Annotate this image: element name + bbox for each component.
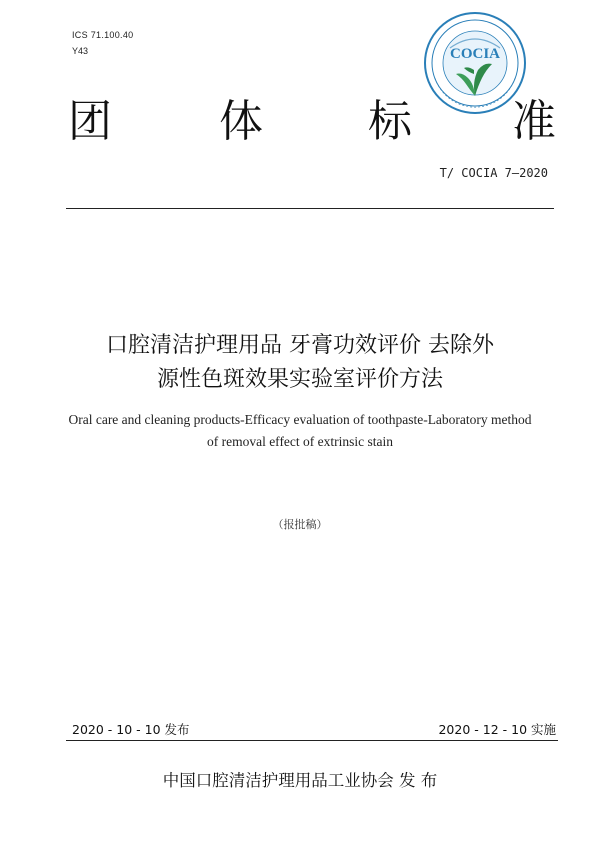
standard-number: T/ COCIA 7—2020 (439, 166, 548, 180)
english-title-line-1: Oral care and cleaning products-Efficacy evaluation of toothpaste-Laboratory method (68, 412, 532, 427)
title-char-2: 体 (219, 96, 263, 147)
chinese-title-line-1: 口腔清洁护理用品 牙膏功效评价 去除外 (106, 333, 494, 358)
publish-date: 2020 - 10 - 10 发布 (72, 722, 190, 737)
english-title-line-2: of removal effect of extrinsic stain (206, 434, 394, 449)
ics-code: ICS 71.100.40 (72, 30, 134, 40)
draft-label: （报批稿） (272, 518, 328, 531)
logo-text: COCIA (449, 46, 501, 62)
title-char-3: 标 (368, 96, 412, 147)
clc-code: Y43 (72, 46, 89, 56)
title-char-4: 准 (512, 96, 556, 147)
implement-date: 2020 - 12 - 10 实施 (438, 722, 556, 737)
chinese-title-line-2: 源性色斑效果实验室评价方法 (156, 367, 443, 392)
footer-divider (66, 740, 558, 741)
title-char-1: 团 (68, 96, 112, 147)
issuer: 中国口腔清洁护理用品工业协会 发 布 (162, 771, 438, 790)
header-divider (66, 208, 554, 209)
